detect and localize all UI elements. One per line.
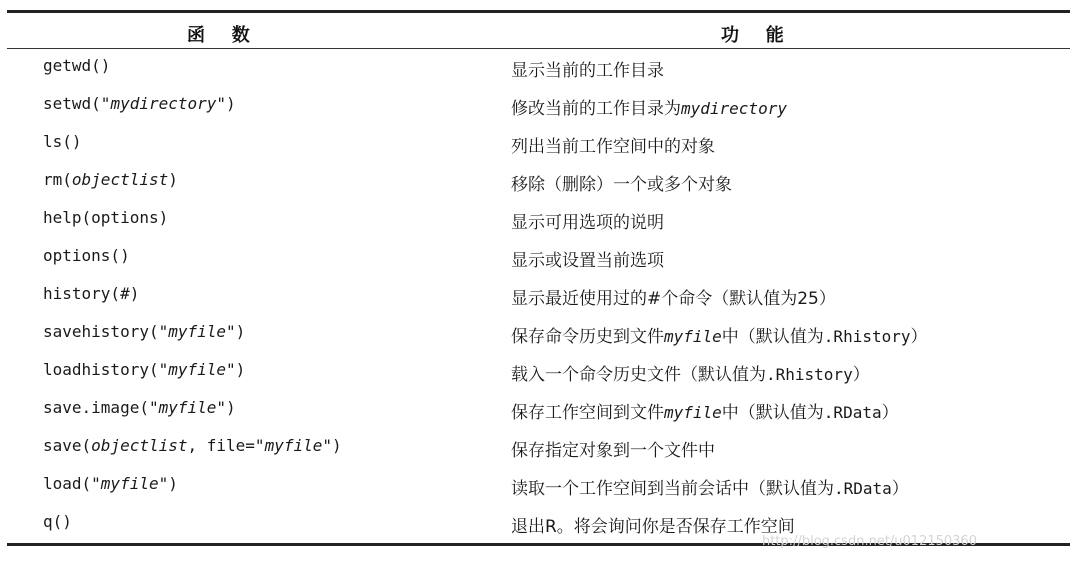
header-description: 功 能 <box>721 25 786 46</box>
function-text: myfile <box>168 360 227 379</box>
description-text: 列出当前工作空间中的对象 <box>511 137 715 157</box>
function-text: loadhistory(" <box>43 360 169 379</box>
function-text: mydirectory <box>110 94 217 113</box>
function-cell <box>43 436 342 455</box>
function-cell <box>43 360 245 379</box>
description-text: myfile <box>664 327 722 346</box>
table-body <box>7 49 1070 543</box>
function-text: ") <box>216 398 236 417</box>
function-text: ") <box>158 474 178 493</box>
description-cell <box>511 398 899 423</box>
function-text: help(options) <box>43 208 169 227</box>
table-row <box>7 467 1070 505</box>
description-text: ） <box>891 479 909 499</box>
function-cell <box>43 246 130 265</box>
description-cell <box>511 56 664 81</box>
description-text: 中（默认值为 <box>721 327 824 347</box>
table-row <box>7 125 1070 163</box>
function-text: myfile <box>158 398 217 417</box>
description-text: 保存指定对象到一个文件中 <box>511 441 715 461</box>
table-row <box>7 49 1070 87</box>
function-text: setwd(" <box>43 94 111 113</box>
function-text: ls() <box>43 132 82 151</box>
description-cell <box>511 322 928 347</box>
function-text: myfile <box>100 474 159 493</box>
table-row <box>7 163 1070 201</box>
function-cell <box>43 474 178 493</box>
table-row <box>7 429 1070 467</box>
function-cell <box>43 322 245 341</box>
function-text: myfile <box>168 322 227 341</box>
function-table <box>7 10 1070 546</box>
description-text: .RData <box>834 479 892 498</box>
function-text: save.image(" <box>43 398 159 417</box>
description-text: 显示或设置当前选项 <box>511 251 664 271</box>
function-cell <box>43 170 178 189</box>
function-cell <box>43 398 236 417</box>
description-text: 显示最近使用过的#个命令（默认值为25） <box>511 289 836 309</box>
description-text: 保存命令历史到文件 <box>511 327 664 347</box>
function-text: rm( <box>43 170 72 189</box>
description-cell <box>511 94 787 119</box>
table-row <box>7 277 1070 315</box>
function-text: ) <box>168 170 178 189</box>
description-text: 载入一个命令历史文件（默认值为 <box>511 365 766 385</box>
function-text: ") <box>216 94 236 113</box>
function-text: , file=" <box>187 436 265 455</box>
description-cell <box>511 246 664 271</box>
description-text: .Rhistory <box>823 327 911 346</box>
function-text: savehistory(" <box>43 322 169 341</box>
description-text: 移除（删除）一个或多个对象 <box>511 175 732 195</box>
function-cell <box>43 132 82 151</box>
function-text: ") <box>226 322 246 341</box>
function-cell <box>43 284 139 303</box>
table-row <box>7 353 1070 391</box>
description-text: .RData <box>823 403 882 422</box>
table-row <box>7 87 1070 125</box>
description-text: 显示可用选项的说明 <box>511 213 664 233</box>
description-text: myfile <box>664 403 722 422</box>
function-text: options() <box>43 246 130 265</box>
function-cell <box>43 56 110 75</box>
function-text: save( <box>43 436 92 455</box>
description-cell <box>511 512 795 537</box>
description-text: 修改当前的工作目录为 <box>511 99 681 119</box>
function-text: objectlist <box>71 170 169 189</box>
table-row <box>7 315 1070 353</box>
description-text: .Rhistory <box>766 365 853 384</box>
description-cell <box>511 284 836 309</box>
description-text: ） <box>881 403 899 423</box>
table-header-row <box>7 13 1070 48</box>
description-cell <box>511 474 909 499</box>
table-row <box>7 391 1070 429</box>
function-text: objectlist <box>91 436 188 455</box>
description-cell <box>511 132 715 157</box>
description-text: 保存工作空间到文件 <box>511 403 664 423</box>
description-text: 显示当前的工作目录 <box>511 61 664 81</box>
watermark: http://blog.csdn.net/u012150360 <box>762 534 977 549</box>
description-cell <box>511 170 732 195</box>
function-text: history(#) <box>43 284 140 303</box>
table-row <box>7 201 1070 239</box>
function-text: ") <box>322 436 342 455</box>
function-text: getwd() <box>43 56 111 75</box>
description-text: 中（默认值为 <box>721 403 824 423</box>
table-row <box>7 239 1070 277</box>
description-text: ） <box>910 327 928 347</box>
function-text: q() <box>43 512 72 531</box>
function-cell <box>43 512 72 531</box>
function-text: load(" <box>43 474 101 493</box>
description-cell <box>511 360 870 385</box>
description-text: 读取一个工作空间到当前会话中（默认值为 <box>511 479 834 499</box>
function-text: ") <box>226 360 246 379</box>
function-text: myfile <box>264 436 323 455</box>
function-cell <box>43 208 168 227</box>
description-text: 退出R。将会询问你是否保存工作空间 <box>511 517 795 537</box>
description-text: ） <box>852 365 870 385</box>
description-text: mydirectory <box>681 99 787 118</box>
header-function: 函 数 <box>187 25 252 46</box>
function-cell <box>43 94 236 113</box>
description-cell <box>511 208 664 233</box>
description-cell <box>511 436 715 461</box>
